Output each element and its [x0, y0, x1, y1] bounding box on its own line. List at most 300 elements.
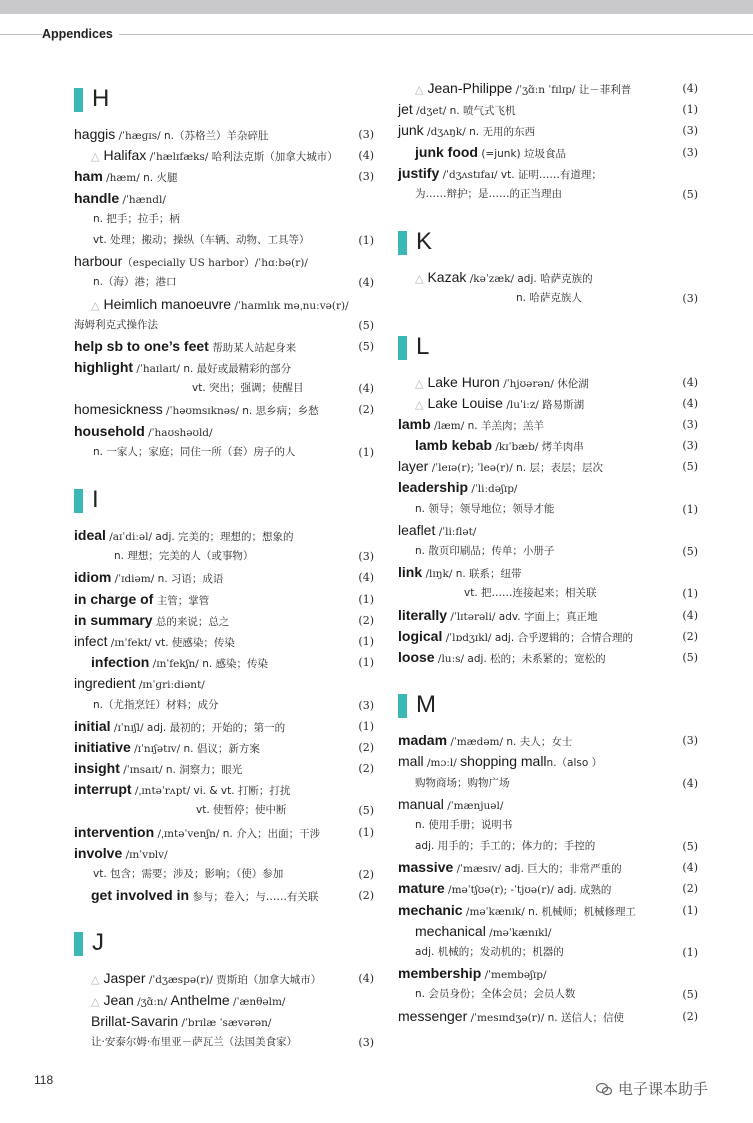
unit-number: (3)	[682, 734, 698, 748]
unit-number: (1)	[358, 592, 374, 606]
entry-line	[398, 878, 698, 899]
phonetic: /ˈliːflət/	[435, 525, 477, 538]
entry-line	[398, 414, 698, 435]
triangle-marker-icon: △	[91, 973, 100, 987]
entry-line	[398, 857, 698, 878]
phonetic: /ˈlɪtərəli/	[447, 610, 499, 623]
entry-line	[398, 836, 698, 857]
section-marker	[74, 88, 83, 112]
unit-number: (1)	[358, 634, 374, 648]
headword: household	[74, 422, 145, 439]
phonetic: /læm/	[430, 419, 468, 432]
unit-number: (4)	[358, 276, 374, 290]
unit-number: (5)	[682, 840, 698, 854]
definition: 帮助某人站起身来	[208, 341, 297, 354]
headword: lamb kebab	[415, 437, 493, 454]
headword: link	[398, 564, 423, 581]
entry-line	[398, 942, 698, 963]
unit-number: (2)	[358, 740, 374, 754]
entry-line	[398, 288, 698, 309]
definition: vi. & vt. 打断；打扰	[193, 785, 291, 798]
section-m-heading	[398, 690, 698, 720]
entry-line	[74, 421, 374, 442]
triangle-marker-icon: △	[91, 150, 100, 164]
definition: n. 夫人；女士	[506, 736, 573, 749]
entry-line	[74, 315, 374, 336]
headword: harbour	[74, 253, 123, 270]
definition: vt. 使暂停；使中断	[196, 804, 287, 817]
running-header: Appendices	[42, 27, 119, 41]
entry-line	[398, 921, 698, 942]
unit-number: (4)	[682, 776, 698, 790]
triangle-marker-icon: △	[415, 397, 424, 411]
phonetic: /ˌɪntəˈrʌpt/	[131, 785, 194, 798]
unit-number: (4)	[358, 972, 374, 986]
definition: vt. 处理；搬动；操纵（车辆、动物、工具等）	[93, 233, 310, 246]
phonetic: /məˈtʃʊə(r); -ˈtjʊə(r)/	[444, 884, 558, 897]
headword: logical	[398, 627, 443, 644]
phonetic: /luːs/	[434, 652, 468, 665]
phonetic: /dʒet/	[412, 105, 450, 118]
section-j-heading	[74, 928, 374, 958]
entry-line	[74, 737, 374, 758]
triangle-marker-icon: △	[91, 994, 100, 1008]
definition: adj. 成熟的	[557, 884, 612, 897]
entry-line	[398, 142, 698, 163]
unit-number: (5)	[358, 804, 374, 818]
phonetic: /ɪnˈfekʃn/	[149, 658, 203, 671]
headword: Heimlich manoeuvre	[103, 295, 232, 312]
phonetic: /ˈʒɑ̃ːn ˈfɪlɪp/	[512, 84, 579, 96]
headword: initiative	[74, 738, 131, 755]
headword: messenger	[398, 1007, 468, 1024]
headword: lamb	[398, 415, 431, 432]
unit-number: (1)	[358, 825, 374, 839]
entry-line	[398, 120, 698, 141]
headword: in summary	[74, 611, 153, 628]
entry-line	[398, 605, 698, 626]
definition: 海姆利克式操作法	[74, 318, 158, 331]
headword: massive	[398, 859, 454, 876]
section-k-entries	[398, 267, 698, 309]
entry-line	[398, 794, 698, 815]
headword-part: shopping mall	[460, 753, 547, 770]
unit-number: (1)	[682, 103, 698, 117]
definition: adj. 松的；未系紧的；宽松的	[467, 652, 606, 665]
phonetic: /ˌɪntəˈvenʃn/	[154, 827, 223, 840]
unit-number: (3)	[682, 145, 698, 159]
section-h-entries	[74, 124, 374, 463]
entry-line	[74, 272, 374, 293]
phonetic-part: /ˈænθəlm/	[229, 995, 286, 1008]
phonetic: /kɪˈbæb/	[492, 441, 542, 454]
entry-line	[74, 800, 374, 821]
entry-line	[74, 251, 374, 272]
unit-number: (1)	[682, 946, 698, 959]
headword: junk food	[415, 143, 478, 160]
entry-line	[74, 209, 374, 230]
headword: handle	[74, 189, 120, 206]
phonetic: /ˈhæɡɪs/	[115, 130, 165, 142]
headword: homesickness	[74, 401, 163, 418]
phonetic: /ˈɪnsaɪt/	[119, 764, 166, 777]
entry-line	[398, 372, 698, 393]
entry-line	[74, 716, 374, 737]
entry-line	[74, 652, 374, 673]
phonetic: /ˈhaʊshəʊld/	[144, 426, 213, 439]
entry-line	[74, 188, 374, 209]
definition: vt. 使感染；传染	[154, 636, 235, 649]
phonetic: /ˈhjʊərən/	[499, 377, 558, 390]
headword: Kazak	[427, 269, 467, 286]
definition-part: ）	[591, 757, 603, 770]
entry-line	[398, 99, 698, 120]
headword: mechanical	[415, 922, 486, 939]
unit-number: (5)	[682, 650, 698, 664]
definition: n. 无用的东西	[469, 126, 535, 139]
definition: vt. 证明……有道理；	[500, 168, 602, 181]
definition: n. 送信人；信使	[547, 1011, 624, 1024]
watermark: 电子课本助手	[618, 1080, 709, 1098]
definition: 路易斯湖	[542, 398, 585, 411]
section-letter: K	[416, 228, 433, 256]
unit-number: (1)	[358, 656, 374, 670]
unit-number: (4)	[682, 396, 698, 410]
entry-line	[398, 647, 698, 668]
definition: n.（苏格兰）羊杂碎肚	[164, 130, 269, 142]
phonetic: /luˈiːz/	[502, 398, 543, 411]
section-letter: J	[92, 929, 104, 957]
entry-line	[74, 758, 374, 779]
definition: n. 倡议；新方案	[183, 742, 260, 755]
entry-line	[74, 378, 374, 399]
definition: n. 使用手册；说明书	[415, 818, 513, 831]
definition: n.（also	[546, 757, 592, 770]
unit-number: (2)	[358, 889, 374, 903]
unit-number: (2)	[358, 613, 374, 627]
definition: n. 散页印刷品；传单；小册子	[415, 545, 555, 557]
phonetic: /ˈmembəʃɪp/	[481, 969, 547, 982]
phonetic: /ˈdʒæspə(r)/	[145, 974, 217, 987]
definition: n. 喷气式飞机	[449, 105, 516, 118]
definition: adj. 巨大的；非常严重的	[504, 863, 622, 876]
entry-line	[74, 885, 374, 906]
entry-line	[74, 546, 374, 567]
entry-line	[74, 589, 374, 610]
entry-line	[74, 779, 374, 800]
headword: mall	[398, 753, 424, 770]
entry-line	[74, 843, 374, 864]
unit-number: (5)	[682, 187, 698, 201]
definition: n.（尤指烹饪）材料；成分	[93, 698, 219, 711]
entry-line	[74, 230, 374, 251]
headword: Lake Huron	[427, 373, 500, 390]
headword: ham	[74, 168, 103, 185]
headword: manual	[398, 795, 444, 812]
unit-number: (5)	[682, 545, 698, 558]
entry-line	[398, 583, 698, 604]
unit-number: (1)	[358, 445, 374, 459]
entry-line	[74, 864, 374, 885]
unit-number: (3)	[358, 698, 374, 712]
phonetic: /dʒʌŋk/	[423, 126, 470, 139]
definition: n. 机械师；机械修理工	[528, 905, 636, 918]
headword: membership	[398, 965, 482, 982]
section-i-heading	[74, 485, 374, 515]
definition: n. 领导；领导地位；领导才能	[415, 502, 555, 515]
section-letter: I	[92, 486, 99, 513]
phonetic: /aɪˈdiːəl/	[105, 531, 156, 543]
entry-line	[74, 1032, 374, 1053]
entry-line	[398, 984, 698, 1005]
section-marker	[74, 489, 83, 513]
phonetic: /ˈmædəm/	[447, 736, 507, 749]
unit-number: (5)	[358, 318, 374, 332]
phonetic: /ˈdʒʌstɪfaɪ/	[439, 168, 501, 181]
unit-number: (2)	[358, 403, 374, 417]
headword: insight	[74, 760, 120, 777]
section-marker	[74, 932, 83, 956]
headword: highlight	[74, 359, 134, 376]
phonetic: /kəˈzæk/	[466, 273, 518, 286]
unit-number: (3)	[682, 124, 698, 138]
definition: adj. 哈萨克族的	[517, 273, 593, 286]
headword: leaflet	[398, 521, 436, 538]
entry-line	[398, 626, 698, 647]
entry-line	[398, 435, 698, 456]
definition: adj. 完美的；理想的；想象的	[155, 531, 294, 543]
phonetic: /ˈhaɪmlɪk məˌnuːvə(r)/	[231, 299, 349, 312]
headword: Lake Louise	[427, 394, 503, 411]
entry-line	[398, 477, 698, 498]
definition: 购物商场；购物广场	[415, 776, 510, 789]
definition: 休伦湖	[557, 377, 589, 390]
definition: (=junk) 垃圾食品	[478, 147, 566, 160]
definition: vt. 把……连接起来；相关联	[464, 587, 597, 600]
triangle-marker-icon: △	[415, 83, 424, 96]
triangle-marker-icon: △	[415, 272, 424, 286]
definition: adj. 合乎逻辑的；合情合理的	[494, 631, 634, 644]
entry-line	[74, 442, 374, 463]
headword: interrupt	[74, 781, 132, 798]
headword: involve	[74, 844, 123, 861]
phonetic: /ˈɪdiəm/	[111, 573, 158, 586]
page-number: 118	[34, 1073, 54, 1087]
definition: adj. 最初的；开始的；第一的	[146, 721, 286, 734]
unit-number: (3)	[358, 170, 374, 184]
entry-line	[74, 695, 374, 716]
phonetic: /ˈhælɪfæks/	[146, 151, 212, 164]
unit-number: (5)	[358, 339, 374, 353]
headword: junk	[398, 122, 424, 139]
phonetic: /ʒɑ̃ːn/	[133, 995, 171, 1008]
definition: n. 把手；拉手；柄	[93, 212, 180, 225]
entry-line	[74, 294, 374, 315]
section-j-entries-left	[74, 968, 374, 1053]
definition: 主管；掌管	[153, 594, 210, 607]
unit-number: (3)	[358, 128, 374, 141]
section-h-heading	[74, 84, 374, 114]
entry-line	[74, 610, 374, 631]
entry-line	[398, 541, 698, 562]
unit-number: (4)	[358, 382, 374, 396]
section-k-heading	[398, 227, 698, 257]
definition: adj. 机械的；发动机的；机器的	[415, 946, 564, 958]
headword: jet	[398, 101, 413, 118]
section-marker	[398, 336, 407, 360]
definition: adv. 字面上；真正地	[498, 610, 598, 623]
entry-line	[398, 520, 698, 541]
definition: 让－菲利普	[578, 84, 632, 96]
section-marker	[398, 231, 407, 255]
wechat-icon	[596, 1082, 612, 1096]
unit-number: (3)	[682, 292, 698, 306]
phonetic: /ˈhaɪlaɪt/	[133, 363, 184, 376]
unit-number: (2)	[682, 1009, 698, 1023]
definition: n. 感染；传染	[202, 658, 269, 671]
definition: 哈利法克斯（加拿大城市）	[211, 151, 338, 164]
left-column	[74, 80, 374, 1053]
unit-number: (1)	[682, 903, 698, 917]
right-column	[398, 78, 698, 1027]
section-j-entries-right	[398, 78, 698, 205]
section-letter: H	[92, 85, 110, 112]
headword: infection	[91, 654, 150, 671]
definition: 总的来说；总之	[152, 615, 230, 628]
phonetic: /ɪˈnɪʃl/	[110, 721, 147, 734]
entry-line	[74, 336, 374, 357]
entry-line	[74, 968, 374, 989]
section-letter: L	[416, 332, 430, 360]
headword: in charge of	[74, 590, 154, 607]
definition: n. 一家人；家庭；同住一所（套）房子的人	[93, 445, 296, 458]
headword: Jean-Philippe	[427, 80, 513, 96]
unit-number: (2)	[358, 868, 374, 881]
headword: help sb to one’s feet	[74, 337, 209, 354]
entry-line	[74, 124, 374, 145]
unit-number: (2)	[682, 882, 698, 896]
definition: n. 理想；完美的人（或事物）	[114, 550, 254, 563]
headword: literally	[398, 606, 448, 623]
entry-line	[74, 567, 374, 588]
entry-line	[74, 631, 374, 652]
entry-line	[74, 525, 374, 546]
entry-line	[398, 393, 698, 414]
definition: n. 习语；成语	[157, 573, 224, 586]
entry-line	[398, 963, 698, 984]
definition: n. 洞察力；眼光	[165, 764, 243, 777]
entry-line	[398, 78, 698, 99]
definition: 为……辩护；是……的正当理由	[415, 187, 562, 200]
headword: leadership	[398, 479, 469, 496]
section-m-entries	[398, 730, 698, 1027]
entry-line	[398, 1006, 698, 1027]
headword: mechanic	[398, 901, 463, 918]
unit-number: (4)	[682, 861, 698, 875]
definition: n. 层；表层；层次	[516, 462, 603, 475]
definition: 参与；卷入；与……有关联	[189, 891, 319, 904]
phonetic: /ˈbrɪlæ ˈsævərən/	[178, 1016, 272, 1029]
definition: n. 联系；纽带	[455, 568, 522, 581]
entry-line	[398, 751, 698, 772]
entry-line	[398, 773, 698, 794]
unit-number: (1)	[358, 233, 374, 247]
headword: mature	[398, 880, 445, 897]
phonetic: /ɪnˈɡriːdiənt/	[135, 679, 205, 692]
entry-line	[398, 499, 698, 520]
unit-number: (3)	[358, 550, 374, 564]
phonetic: /ɪnˈfekt/	[107, 636, 155, 649]
phonetic: /ˈmæsɪv/	[453, 863, 505, 876]
entry-line	[74, 166, 374, 187]
phonetic: /məˈkænɪkl/	[485, 926, 552, 939]
phonetic: （especially US harbor）/ˈhɑːbə(r)/	[122, 257, 308, 270]
entry-line	[74, 822, 374, 843]
unit-number: (1)	[682, 587, 698, 601]
definition: n. 羊羔肉；羔羊	[467, 419, 544, 432]
definition: n. 介入；出面；干涉	[222, 827, 321, 840]
phonetic: /ˈmænjuəl/	[443, 799, 504, 812]
entry-line	[398, 562, 698, 583]
unit-number: (2)	[358, 762, 374, 776]
unit-number: (2)	[682, 629, 698, 643]
phonetic: /ˈmesɪndʒə(r)/	[467, 1011, 548, 1024]
headword: ingredient	[74, 675, 136, 692]
section-i-entries	[74, 525, 374, 906]
unit-number: (5)	[682, 460, 698, 474]
phonetic: /lɪŋk/	[422, 568, 456, 581]
unit-number: (4)	[682, 375, 698, 389]
unit-number: (4)	[358, 571, 374, 585]
headword: Jean	[103, 991, 134, 1008]
headword: infect	[74, 632, 108, 649]
unit-number: (3)	[358, 1035, 374, 1049]
unit-number: (1)	[358, 719, 374, 733]
headword: idiom	[74, 569, 112, 586]
definition: n. 哈萨克族人	[516, 292, 582, 305]
definition: vt. 包含；需要；涉及；影响；（使）参加	[93, 868, 284, 880]
entry-line	[74, 399, 374, 420]
headword: haggis	[74, 126, 116, 142]
entry-line	[398, 456, 698, 477]
definition: 让·安泰尔姆·布里亚－萨瓦兰（法国美食家）	[91, 1035, 298, 1048]
section-marker	[398, 694, 407, 718]
entry-line	[74, 673, 374, 694]
phonetic: /ˈhændl/	[119, 193, 166, 206]
headword: ideal	[74, 527, 106, 543]
definition: n. 最好或最精彩的部分	[183, 363, 292, 376]
headword: layer	[398, 458, 429, 475]
phonetic: /məˈkænɪk/	[462, 905, 529, 918]
triangle-marker-icon: △	[91, 298, 100, 312]
unit-number: (3)	[682, 439, 698, 453]
phonetic: /hæm/	[102, 172, 144, 185]
entry-line	[74, 1011, 374, 1032]
headword: get involved in	[91, 887, 190, 904]
unit-number: (4)	[682, 608, 698, 622]
phonetic: /ˈhəʊmsɪknəs/	[162, 405, 243, 418]
phonetic: /ˈliːdəʃɪp/	[468, 483, 518, 496]
headword: loose	[398, 648, 435, 665]
phonetic: /ˈleɪə(r); ˈleə(r)/	[428, 462, 517, 475]
headword: justify	[398, 164, 440, 181]
entry-line	[398, 163, 698, 184]
entry-line	[398, 730, 698, 751]
phonetic: /ɪˈnɪʃətɪv/	[130, 742, 184, 755]
section-l-entries	[398, 372, 698, 669]
definition: 贾斯珀（加拿大城市）	[216, 974, 322, 987]
section-letter: M	[416, 691, 436, 719]
